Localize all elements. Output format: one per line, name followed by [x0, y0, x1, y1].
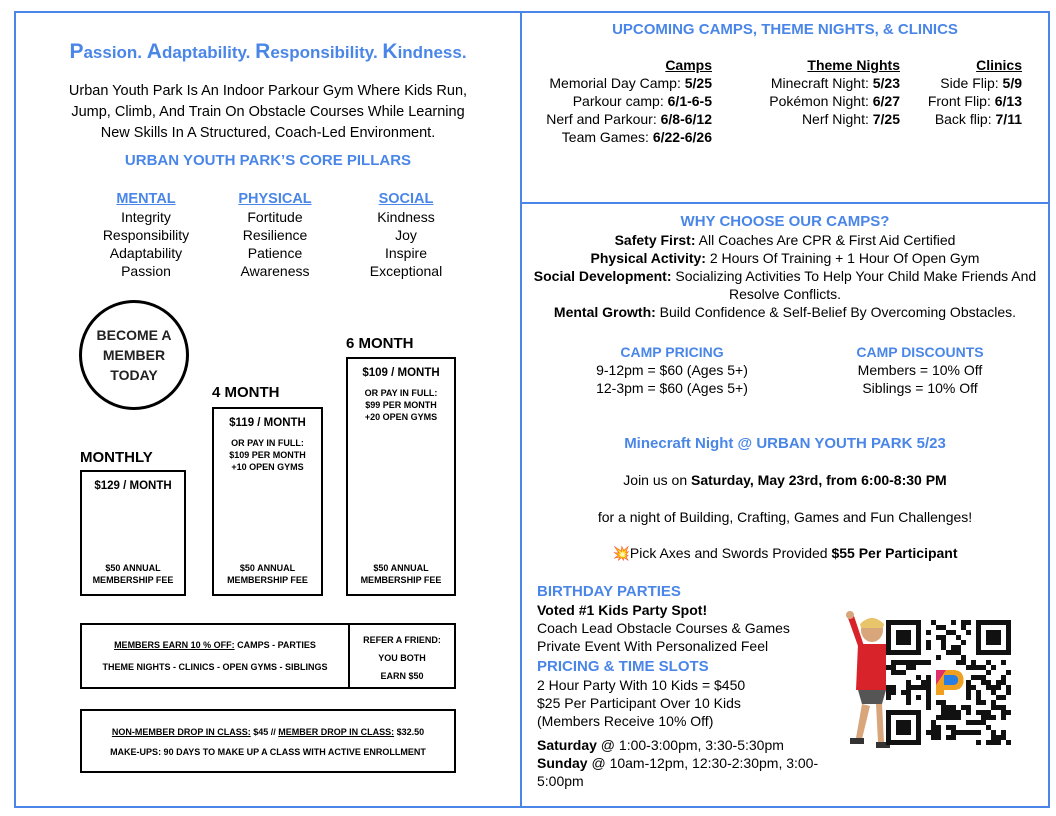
pillar-title: MENTAL: [116, 191, 176, 207]
camp-discounts: CAMP DISCOUNTS Members = 10% Off Siblings = 10% Off: [856, 344, 984, 396]
pillars-title: URBAN YOUTH PARK’S CORE PILLARS: [124, 152, 412, 169]
plan-title-four: 4 MONTH: [212, 384, 280, 401]
motto: Passion. Adaptability. Responsibility. Kindness.: [69, 40, 467, 63]
why-title: WHY CHOOSE OUR CAMPS?: [680, 213, 890, 230]
drop-in-box: NON-MEMBER DROP IN CLASS: $45 // MEMBER DROP IN CLASS: $32.50 MAKE-UPS: 90 DAYS TO MAKE UP A CLASS WITH ACTIVE ENROLLMENT: [80, 709, 456, 773]
plan-box-four: $119 / MONTH OR PAY IN FULL: $109 PER MONTH +10 OPEN GYMS $50 ANNUAL MEMBERSHIP FEE: [212, 407, 323, 596]
pillar-mental: MENTAL Integrity Responsibility Adaptability Passion: [76, 190, 216, 280]
plan-title-six: 6 MONTH: [346, 335, 414, 352]
why-list: Safety First: All Coaches Are CPR & First Aid Certified Physical Activity: 2 Hours Of Training + 1 Hour Of Open Gym Social Development: Socializing Activities To Help Your Child Make Friends And Resolve Conflicts. Mental Growth: Build Confidence & Self-Belief By Overcoming Obstacles.: [533, 232, 1037, 320]
pillar-social: SOCIAL Kindness Joy Inspire Exceptional: [336, 190, 476, 280]
pillar-physical: PHYSICAL Fortitude Resilience Patience Awareness: [205, 190, 345, 280]
plan-box-monthly: $129 / MONTH $50 ANNUAL MEMBERSHIP FEE: [80, 470, 186, 596]
upcoming-title: UPCOMING CAMPS, THEME NIGHTS, & CLINICS: [612, 21, 958, 38]
birthday-section: BIRTHDAY PARTIES Voted #1 Kids Party Spot! Coach Lead Obstacle Courses & Games Private Event With Personalized Feel PRICING & TIME SLOTS 2 Hour Party With 10 Kids = $450 $25 Per Participant Over 10 Kids (Members Receive 10% Off) Saturday @ 1:00-3:00pm, 3:30-5:30pm Sunday @ 10am-12pm, 12:30-2:30pm, 3:00-5:00pm: [537, 583, 819, 789]
minecraft-join: Join us on Saturday, May 23rd, from 6:00-8:30 PM: [623, 472, 947, 488]
become-member-circle: BECOME A MEMBER TODAY: [79, 300, 189, 410]
intro-text: Urban Youth Park Is An Indoor Parkour Gym Where Kids Run, Jump, Climb, And Train On Obstacle Courses While Learning New Skills In A Structured, Coach-Led Environment.: [68, 83, 468, 141]
plan-title-monthly: MONTHLY: [80, 449, 153, 466]
members-refer-box: MEMBERS EARN 10 % OFF: CAMPS - PARTIES THEME NIGHTS - CLINICS - OPEN GYMS - SIBLINGS REFER A FRIEND: YOU BOTH EARN $50: [80, 623, 456, 689]
minecraft-title: Minecraft Night @ URBAN YOUTH PARK 5/23: [624, 435, 946, 452]
pillar-title: PHYSICAL: [238, 191, 312, 207]
minecraft-night-desc: for a night of Building, Crafting, Games and Fun Challenges!: [597, 509, 973, 525]
camps-column: Camps Memorial Day Camp: 5/25 Parkour camp: 6/1-6-5 Nerf and Parkour: 6/8-6/12 Team Games: 6/22-6/26: [546, 57, 712, 145]
plan-box-six: $109 / MONTH OR PAY IN FULL: $99 PER MONTH +20 OPEN GYMS $50 ANNUAL MEMBERSHIP FEE: [346, 357, 456, 596]
camp-pricing: CAMP PRICING 9-12pm = $60 (Ages 5+) 12-3pm = $60 (Ages 5+): [596, 344, 748, 396]
clinics-column: Clinics Side Flip: 5/9 Front Flip: 6/13 Back flip: 7/11: [927, 57, 1022, 127]
theme-nights-column: Theme Nights Minecraft Night: 5/23 Pokémon Night: 6/27 Nerf Night: 7/25: [769, 57, 900, 127]
minecraft-price-line: 💥Pick Axes and Swords Provided $55 Per Participant: [612, 545, 958, 561]
explosion-icon: 💥: [612, 545, 630, 561]
pillar-title: SOCIAL: [378, 191, 434, 207]
qr-code: [886, 620, 1011, 745]
